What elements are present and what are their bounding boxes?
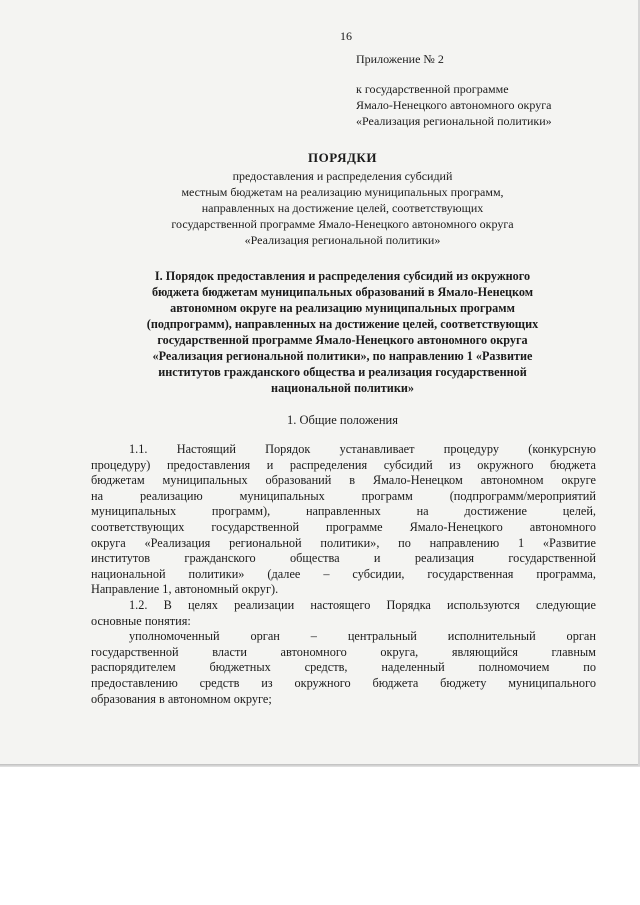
word: и — [373, 551, 381, 566]
body-text — [91, 442, 596, 707]
word: программ), — [211, 504, 271, 519]
word: муниципальных — [91, 504, 177, 519]
word: программа, — [536, 566, 596, 581]
word: настоящего — [310, 597, 371, 612]
word: исполнительный — [447, 629, 536, 644]
paragraph-line — [91, 598, 596, 614]
word: 1.2. — [129, 597, 148, 612]
paragraph-line — [91, 442, 596, 458]
word: государственная — [427, 566, 514, 581]
word: орган — [566, 629, 596, 644]
word: полномочием — [478, 660, 550, 675]
word: политики» — [188, 566, 245, 581]
word: из — [261, 675, 273, 690]
section-heading-line: институтов гражданского общества и реализация государственной — [158, 365, 527, 379]
subtitle-line: государственной программе Ямало-Ненецкого автономного округа — [171, 217, 514, 231]
word: целей, — [562, 504, 596, 519]
paragraph-line — [91, 520, 596, 536]
word: бюджета — [372, 675, 419, 690]
word: Порядок — [265, 442, 311, 456]
word: на — [416, 504, 429, 519]
word: программе — [326, 519, 383, 534]
section-heading-line: (подпрограмм), направленных на достижение целей, соответствующих — [146, 317, 539, 331]
word: по — [583, 660, 596, 675]
word: Порядка — [386, 597, 431, 612]
word: гражданского — [184, 551, 256, 566]
word: государственной — [91, 644, 179, 659]
word: округа — [91, 535, 126, 550]
word: предоставления — [166, 457, 251, 472]
paragraph-line — [91, 645, 596, 661]
paragraph-line — [91, 551, 596, 567]
word: окружного — [294, 675, 351, 690]
word: следующие — [535, 597, 596, 612]
word: (конкурсную — [528, 442, 596, 456]
word: субсидий — [383, 457, 433, 472]
word: направлению — [429, 535, 500, 550]
document-title: ПОРЯДКИ — [308, 150, 377, 165]
word: автономного — [529, 519, 596, 534]
word: национальной — [91, 566, 166, 581]
paragraph-line — [91, 629, 596, 645]
scan-edge-bottom — [0, 764, 640, 767]
word: – — [323, 566, 330, 581]
word: используются — [447, 597, 520, 612]
word: субсидии, — [352, 566, 405, 581]
word: окружного — [477, 457, 534, 472]
word: (далее — [267, 566, 301, 581]
word: программ — [361, 488, 413, 503]
word: образований — [265, 473, 332, 488]
word: региональной — [229, 535, 302, 550]
word: достижение — [464, 504, 527, 519]
word: «Развитие — [542, 535, 596, 550]
word: власти — [212, 644, 247, 659]
page-number: 16 — [340, 29, 352, 43]
word: процедуру — [443, 442, 500, 456]
word: – — [310, 629, 317, 644]
word: автономного — [280, 644, 347, 659]
appendix-line: Ямало-Ненецкого автономного округа — [356, 98, 552, 112]
word: целях — [187, 597, 218, 612]
word: процедуру) — [91, 457, 151, 472]
paragraph-line — [91, 473, 596, 489]
word: реализация — [414, 551, 475, 566]
paragraph-line — [91, 567, 596, 583]
word: центральный — [347, 629, 417, 644]
word: и — [266, 457, 274, 472]
appendix-line: к государственной программе — [356, 82, 509, 96]
appendix-title: Приложение № 2 — [356, 52, 444, 66]
subtitle-line: предоставления и распределения субсидий — [232, 169, 453, 183]
section-heading-line: государственной программе Ямало-Ненецкого автономного округа — [157, 333, 528, 347]
word: В — [163, 597, 172, 612]
word: муниципальных — [162, 473, 248, 488]
word: Настоящий — [176, 442, 236, 456]
word: автономном — [480, 473, 544, 488]
appendix-block — [356, 51, 552, 129]
paragraph-line: образования в автономном округе; — [91, 691, 272, 706]
document-title-block — [90, 150, 595, 248]
word: муниципального — [508, 675, 596, 690]
word: в — [349, 473, 356, 488]
word: округа, — [380, 644, 419, 659]
word: наделенный — [381, 660, 445, 675]
word: Ямало-Ненецкого — [409, 519, 503, 534]
paragraph-line — [91, 676, 596, 692]
word: бюджету — [440, 675, 487, 690]
word: распорядителем — [91, 660, 176, 675]
word: предоставлению — [91, 675, 178, 690]
paragraph-line — [91, 660, 596, 676]
subtitle-line: направленных на достижение целей, соответствующих — [201, 201, 484, 215]
paragraph-line — [91, 504, 596, 520]
section-heading — [90, 268, 595, 396]
section-heading-line: автономном округе на реализацию муниципальных программ — [170, 301, 515, 315]
word: уполномоченный — [129, 629, 220, 644]
word: распределения — [289, 457, 368, 472]
paragraph-line — [91, 536, 596, 552]
word: орган — [250, 629, 280, 644]
word: по — [398, 535, 411, 550]
subtitle-line: «Реализация региональной политики» — [244, 233, 441, 247]
word: реализацию — [139, 488, 203, 503]
word: средств — [199, 675, 240, 690]
word: общества — [290, 551, 340, 566]
word: муниципальных — [239, 488, 325, 503]
word: 1 — [517, 535, 525, 550]
word: реализации — [234, 597, 295, 612]
subsection-heading: 1. Общие положения — [287, 413, 398, 427]
word: бюджетных — [209, 660, 271, 675]
paragraph-line: основные понятия: — [91, 613, 191, 628]
word: из — [449, 457, 461, 472]
word: устанавливает — [339, 442, 415, 456]
word: «Реализация — [144, 535, 211, 550]
word: являющийся — [451, 644, 518, 659]
word: направленных — [305, 504, 381, 519]
word: государственной — [508, 551, 596, 566]
word: 1.1. — [129, 442, 148, 456]
appendix-line: «Реализация региональной политики» — [356, 114, 552, 128]
word: политики», — [320, 535, 380, 550]
word: Ямало-Ненецком — [372, 473, 463, 488]
word: на — [91, 488, 104, 503]
document-subtitle — [90, 168, 595, 248]
paragraph-line — [91, 458, 596, 474]
paragraph-line: Направление 1, автономный округ). — [91, 582, 279, 597]
paragraph-line — [91, 489, 596, 505]
word: средств, — [304, 660, 348, 675]
subtitle-line: местным бюджетам на реализацию муниципальных программ, — [181, 185, 504, 199]
section-heading-line: I. Порядок предоставления и распределения субсидий из окружного — [154, 269, 531, 283]
section-heading-line: бюджета бюджетам муниципальных образований в Ямало-Ненецком — [151, 285, 534, 299]
word: бюджетам — [91, 473, 145, 488]
word: соответствующих — [91, 519, 185, 534]
word: округе — [561, 473, 596, 488]
word: главным — [551, 644, 596, 659]
section-heading-line: национальной политики» — [271, 381, 414, 395]
word: институтов — [91, 551, 151, 566]
word: государственной — [211, 519, 300, 534]
word: (подпрограмм/мероприятий — [449, 488, 596, 503]
word: бюджета — [550, 457, 596, 472]
section-heading-line: «Реализация региональной политики», по направлению 1 «Развитие — [152, 349, 533, 363]
